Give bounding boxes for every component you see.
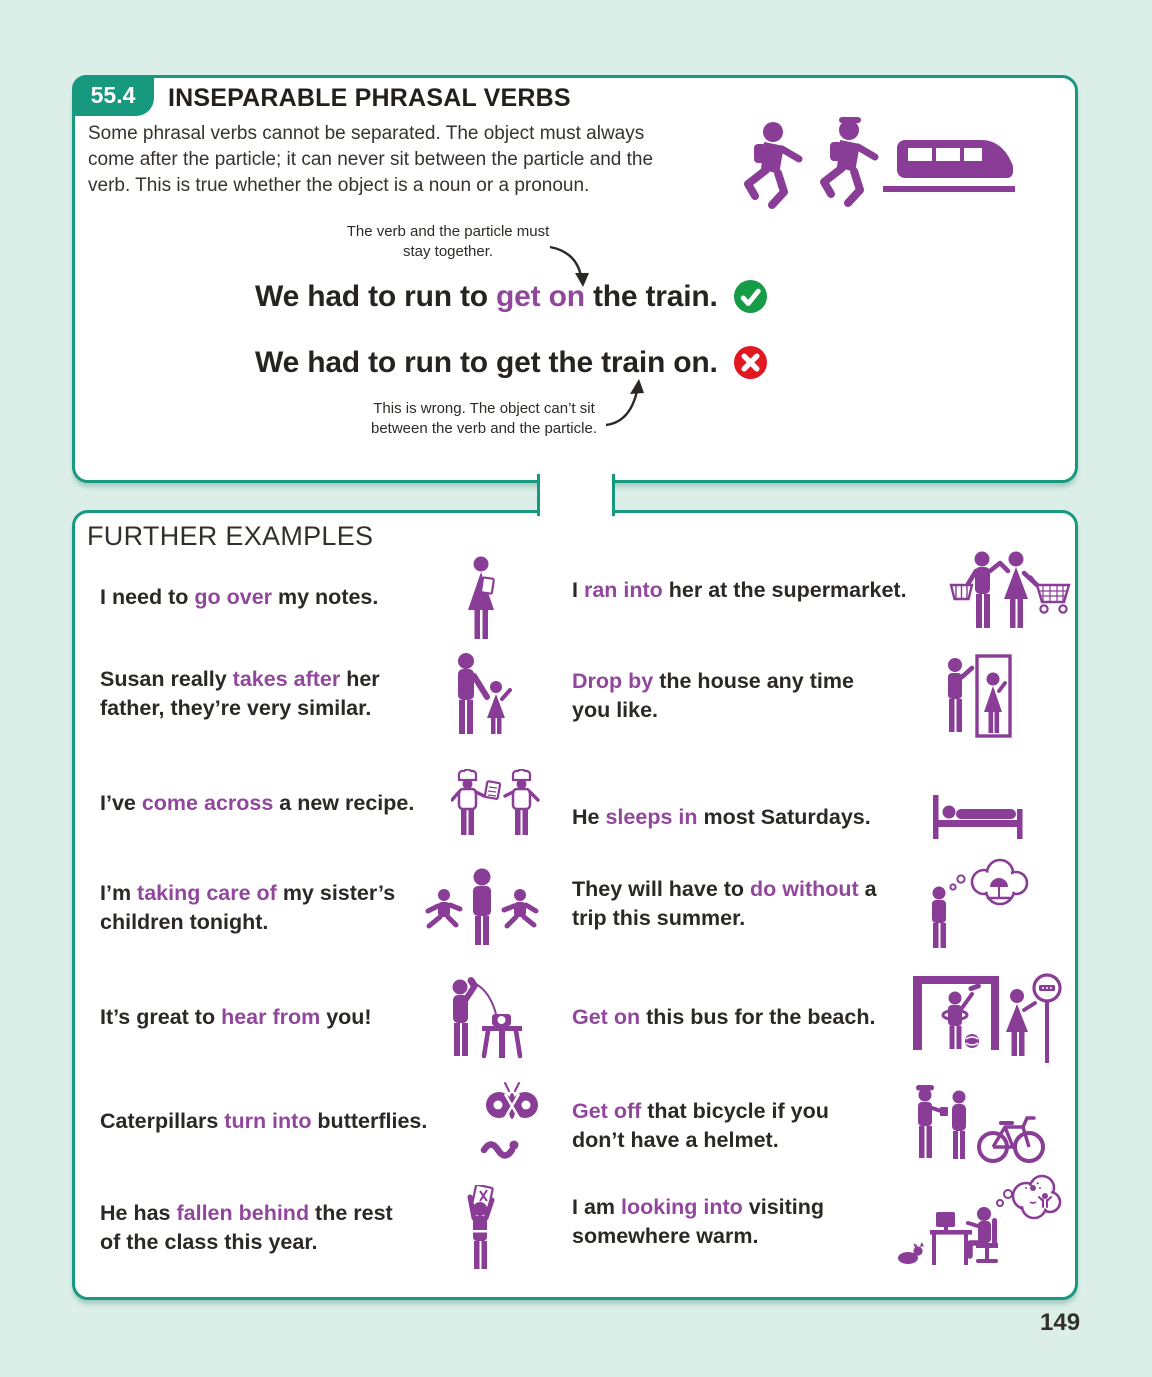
example-sentence — [100, 1107, 462, 1136]
sentence-fragment: this bus for the beach. — [640, 1005, 876, 1030]
lesson-number-badge: 55.4 — [72, 75, 154, 116]
example-item — [572, 650, 1078, 742]
bed-icon — [878, 793, 1078, 843]
sentence-fragment: a trip this summer. — [572, 876, 877, 930]
example-item — [572, 972, 1078, 1064]
example-sentence — [572, 576, 942, 605]
sentence-fragment: a new recipe. — [273, 791, 415, 816]
police-bicycle-icon — [878, 1083, 1078, 1169]
butterfly-icon — [462, 1082, 562, 1162]
sentence-fragment: It’s great to — [100, 1005, 222, 1030]
example-item — [100, 1076, 562, 1168]
phrasal-verb-highlight: sleeps in — [605, 805, 698, 830]
annotation-verb-particle: The verb and the particle must stay together. — [346, 223, 550, 260]
example-item — [572, 1080, 1078, 1172]
phrasal-verb-highlight: get on — [496, 279, 585, 313]
parent-child-icon — [402, 652, 562, 736]
sentence-text — [255, 346, 718, 380]
phrasal-verb-highlight: takes after — [232, 666, 341, 691]
sentence-fragment: I am — [572, 1194, 621, 1219]
sentence-fragment: Caterpillars — [100, 1109, 225, 1134]
example-item — [572, 858, 1078, 950]
example-item — [100, 758, 562, 850]
sentence-fragment: Susan really — [100, 666, 233, 691]
phrasal-verb-highlight: do without — [750, 876, 859, 901]
example-sentence — [572, 1003, 904, 1032]
runners-train-icon — [733, 116, 1015, 227]
sentence-fragment: We had to run to get the train on. — [255, 345, 718, 379]
sentence-fragment: her father, they’re very similar. — [100, 666, 380, 720]
phrasal-verb-highlight: Drop by — [572, 668, 654, 693]
example-sentence — [100, 1199, 402, 1257]
phrasal-verb-highlight: taking care of — [137, 880, 277, 905]
panel-connector — [537, 474, 615, 516]
sentence-fragment: the rest of the class this year. — [100, 1200, 393, 1254]
example-item — [572, 545, 1078, 637]
example-item — [100, 648, 562, 740]
phrasal-verb-highlight: hear from — [221, 1005, 321, 1030]
sentence-fragment: We had to run to — [255, 279, 497, 313]
example-sentence — [100, 1003, 402, 1032]
sentence-fragment: the house any time you like. — [572, 668, 854, 722]
example-sentence — [100, 879, 402, 937]
example-sentence — [572, 803, 878, 832]
sentence-fragment: I’ve — [100, 791, 142, 816]
example-item — [572, 1176, 1078, 1268]
sentence-fragment: most Saturdays. — [697, 805, 871, 830]
sentence-fragment: my notes. — [272, 585, 379, 610]
phrasal-verb-highlight: fallen behind — [176, 1200, 310, 1225]
phrasal-verb-highlight: looking into — [621, 1194, 743, 1219]
sentence-fragment: He — [572, 805, 606, 830]
door-visit-icon — [878, 652, 1078, 740]
sentence-fragment: my sister’s children tonight. — [100, 880, 396, 934]
sentence-fragment: her at the supermarket. — [662, 578, 907, 603]
example-sentence — [572, 1193, 878, 1251]
two-chefs-icon — [432, 769, 562, 839]
example-sentence — [100, 789, 432, 818]
sentence-fragment: that bicycle if you don’t have a helmet. — [572, 1098, 829, 1152]
sentence-text — [255, 280, 718, 314]
sentence-fragment: butterflies. — [311, 1109, 428, 1134]
correct-sentence — [255, 279, 768, 314]
example-sentence — [572, 875, 878, 933]
check-icon — [733, 279, 768, 314]
example-item — [100, 1182, 562, 1274]
curved-arrow-up-icon — [604, 377, 648, 434]
student-notes-icon — [402, 556, 562, 640]
lesson-intro-paragraph: Some phrasal verbs cannot be separated. The object must always come after the particle; it can never sit between the particle and the verb. This is true whether the object is a noun or a pronoun. — [88, 123, 654, 196]
example-sentence — [572, 1097, 878, 1155]
phrasal-verb-highlight: Get off — [572, 1098, 642, 1123]
phrasal-verb-highlight: ran into — [583, 578, 663, 603]
example-item — [100, 972, 562, 1064]
example-item — [572, 772, 1078, 864]
sentence-fragment: I — [572, 578, 584, 603]
phrasal-verb-highlight: come across — [141, 791, 274, 816]
sentence-fragment: visiting somewhere warm. — [572, 1194, 825, 1248]
sentence-fragment: the train. — [584, 279, 718, 313]
phone-call-icon — [402, 976, 562, 1060]
sentence-fragment: I need to — [100, 585, 195, 610]
sentence-fragment: I’m — [100, 880, 138, 905]
bus-stop-icon — [904, 970, 1078, 1066]
sentence-fragment: you! — [320, 1005, 372, 1030]
further-examples-title: FURTHER EXAMPLES — [87, 521, 374, 551]
lesson-title: INSEPARABLE PHRASAL VERBS — [168, 84, 571, 112]
thought-beach-icon — [878, 858, 1078, 950]
annotation-wrong-object: This is wrong. The object can’t sit between the verb and the particle. — [371, 400, 597, 437]
phrasal-verb-highlight: go over — [194, 585, 273, 610]
example-sentence — [572, 667, 878, 725]
sentence-fragment: He has — [100, 1200, 177, 1225]
page-number: 149 — [1040, 1309, 1081, 1336]
exam-paper-icon — [402, 1185, 562, 1271]
example-sentence — [100, 583, 402, 612]
sentence-fragment: They will have to — [572, 876, 751, 901]
adult-children-icon — [402, 868, 562, 948]
example-item — [100, 552, 562, 644]
example-sentence — [100, 665, 402, 723]
desk-thought-icon — [878, 1172, 1078, 1272]
wrong-sentence — [255, 345, 768, 380]
cross-icon — [733, 345, 768, 380]
example-item — [100, 862, 562, 954]
supermarket-icon — [942, 550, 1078, 632]
phrasal-verb-highlight: Get on — [572, 1005, 641, 1030]
phrasal-verb-highlight: turn into — [224, 1109, 312, 1134]
